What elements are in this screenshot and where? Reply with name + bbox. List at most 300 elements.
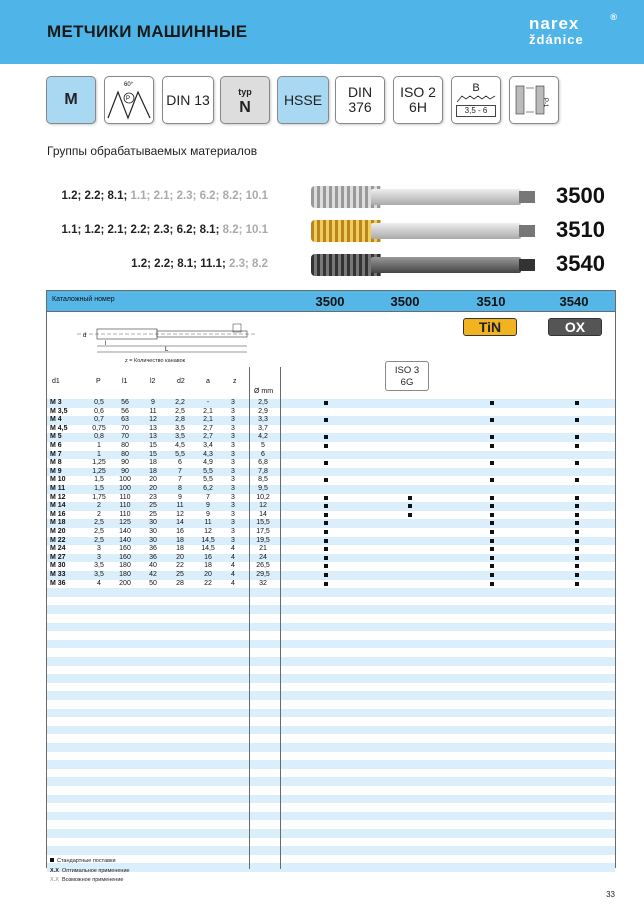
cell-d: M 4 xyxy=(50,416,62,424)
cell-dia: 12 xyxy=(259,502,267,510)
cell-dia: 8,5 xyxy=(258,476,268,484)
table-stripe xyxy=(47,709,615,718)
cell-d2: 6 xyxy=(178,459,182,467)
cell-p: 0,8 xyxy=(94,433,104,441)
table-stripe xyxy=(47,829,615,838)
cell-l2: 36 xyxy=(149,553,157,561)
cell-z: 3 xyxy=(231,485,235,492)
cell-a: 20 xyxy=(204,571,212,578)
cell-a: 14,5 xyxy=(201,536,215,544)
table-row xyxy=(46,537,616,545)
svg-text:P-1: P-1 xyxy=(542,98,548,108)
availability-mark xyxy=(490,513,494,517)
table-stripe xyxy=(47,760,615,769)
badge-tolerance xyxy=(509,76,559,124)
cell-a: 4,9 xyxy=(203,459,213,467)
table-row xyxy=(46,494,616,502)
cell-d: M 6 xyxy=(50,442,62,449)
cell-d2: 11 xyxy=(176,502,184,510)
svg-text:L: L xyxy=(165,347,169,353)
cell-dia: 2,5 xyxy=(258,399,268,406)
materials-possible: 1.1; 2.1; 2.3; 6.2; 8.2; 10.1 xyxy=(127,190,268,202)
cell-l1: 90 xyxy=(121,459,129,467)
cell-l2: 13 xyxy=(149,433,157,441)
materials-3540 xyxy=(131,258,268,270)
header-drill-dia: Ø mm xyxy=(254,388,274,395)
cell-l2: 23 xyxy=(149,493,157,501)
availability-mark xyxy=(575,461,579,465)
cell-l2: 9 xyxy=(151,399,155,406)
cell-d: M 4,5 xyxy=(50,424,68,432)
cell-l1: 200 xyxy=(119,579,131,587)
legend-possible xyxy=(50,877,123,883)
cell-p: 2,5 xyxy=(94,528,104,535)
cell-z: 3 xyxy=(231,502,235,510)
cell-dia: 3,3 xyxy=(258,416,268,424)
cell-dia: 26,5 xyxy=(256,562,270,570)
header-d2: d2 xyxy=(177,378,185,385)
table-row xyxy=(46,554,616,562)
cell-a: 14,5 xyxy=(201,545,215,553)
table-stripe xyxy=(47,795,615,804)
table-stripe xyxy=(47,691,615,700)
cell-p: 1 xyxy=(97,442,101,449)
legend-optimal-sym: X.X xyxy=(50,868,59,874)
logo-registered-mark: ® xyxy=(610,12,617,22)
badge-din376-line1: DIN xyxy=(347,84,373,100)
availability-mark xyxy=(575,530,579,534)
availability-mark xyxy=(324,547,328,551)
availability-mark xyxy=(490,444,494,448)
availability-mark xyxy=(575,401,579,405)
materials-optimal: 1.2; 2.2; 8.1; xyxy=(61,190,128,202)
cell-l2: 25 xyxy=(149,502,157,510)
table-stripe xyxy=(47,657,615,666)
cell-l1: 160 xyxy=(119,553,131,561)
column-3500a: 3500 xyxy=(315,294,345,309)
availability-mark xyxy=(408,513,412,517)
availability-mark xyxy=(575,521,579,525)
svg-text:60°: 60° xyxy=(124,82,134,88)
cell-dia: 2,9 xyxy=(258,407,268,415)
cell-d: M 3 xyxy=(50,399,62,406)
availability-mark xyxy=(575,504,579,508)
table-stripe xyxy=(47,623,615,632)
cell-d2: 18 xyxy=(176,545,184,553)
availability-mark xyxy=(575,444,579,448)
cell-l1: 90 xyxy=(121,467,129,475)
cell-d2: 2,8 xyxy=(175,416,185,424)
availability-mark xyxy=(575,547,579,551)
cell-p: 2 xyxy=(97,510,101,518)
cell-z: 3 xyxy=(231,510,235,518)
cell-d2: 22 xyxy=(176,562,184,570)
cell-l2: 25 xyxy=(149,510,157,518)
table-header xyxy=(47,291,615,312)
svg-text:l: l xyxy=(105,341,107,347)
cell-z: 3 xyxy=(231,536,235,544)
availability-mark xyxy=(490,478,494,482)
coating-tin: TiN xyxy=(463,318,517,336)
tap-image-3510 xyxy=(311,220,535,242)
cell-l1: 56 xyxy=(121,407,129,415)
table-stripe xyxy=(47,743,615,752)
cell-z: 3 xyxy=(231,476,235,484)
availability-mark xyxy=(490,461,494,465)
availability-mark xyxy=(575,513,579,517)
cell-l1: 100 xyxy=(119,485,131,492)
cell-p: 3,5 xyxy=(94,562,104,570)
cell-d2: 28 xyxy=(176,579,184,587)
cell-l1: 110 xyxy=(119,510,131,518)
standard-mark-icon xyxy=(50,858,54,862)
cell-l1: 110 xyxy=(119,493,131,501)
badge-iso2 xyxy=(393,76,443,124)
cell-l1: 140 xyxy=(119,536,131,544)
header-l2: l2 xyxy=(150,378,156,385)
badge-din13-label: DIN 13 xyxy=(166,92,210,108)
availability-mark xyxy=(324,582,328,586)
cell-z: 3 xyxy=(231,459,235,467)
availability-mark xyxy=(324,504,328,508)
cell-d: M 22 xyxy=(50,536,66,544)
availability-mark xyxy=(575,496,579,500)
availability-mark xyxy=(324,521,328,525)
cell-a: 2,1 xyxy=(203,416,213,424)
availability-mark xyxy=(324,496,328,500)
coating-ox: OX xyxy=(548,318,602,336)
page-title: МЕТЧИКИ МАШИННЫЕ xyxy=(47,22,248,41)
cell-dia: 4,2 xyxy=(258,433,268,441)
cell-l2: 42 xyxy=(149,571,157,578)
cell-l1: 63 xyxy=(121,416,129,424)
cell-d2: 3,5 xyxy=(175,433,185,441)
cell-l2: 15 xyxy=(149,442,157,449)
header-a: a xyxy=(206,378,210,385)
cell-l2: 36 xyxy=(149,545,157,553)
cell-d2: 9 xyxy=(178,493,182,501)
materials-title: Группы обрабатываемых материалов xyxy=(47,144,258,158)
table-stripe xyxy=(47,863,615,872)
badge-din13 xyxy=(162,76,214,124)
cell-d2: 16 xyxy=(176,528,184,535)
cell-z: 3 xyxy=(231,450,235,458)
cell-z: 3 xyxy=(231,493,235,501)
cell-a: 3,4 xyxy=(203,442,213,449)
cell-d: M 24 xyxy=(50,545,66,553)
availability-mark xyxy=(490,564,494,568)
materials-possible: 8.2; 10.1 xyxy=(219,224,268,236)
page-header xyxy=(0,0,644,64)
availability-mark xyxy=(490,556,494,560)
badge-type-n xyxy=(220,76,270,124)
availability-mark xyxy=(408,504,412,508)
availability-mark xyxy=(324,418,328,422)
badge-chamfer-range: 3,5 - 6 xyxy=(456,105,496,117)
table-row xyxy=(46,485,616,493)
cell-l2: 11 xyxy=(149,407,157,415)
cell-z: 4 xyxy=(231,579,235,587)
cell-p: 4 xyxy=(97,579,101,587)
cell-d2: 2,2 xyxy=(175,399,185,406)
cell-a: 5,5 xyxy=(203,467,213,475)
availability-mark xyxy=(490,496,494,500)
cell-d2: 5,5 xyxy=(175,450,185,458)
narex-logo xyxy=(529,12,617,52)
column-3540: 3540 xyxy=(559,294,589,309)
cell-z: 3 xyxy=(231,416,235,424)
legend-optimal-text: Оптимальное применение xyxy=(61,868,130,874)
cell-a: 22 xyxy=(204,579,212,587)
cell-l1: 70 xyxy=(121,424,129,432)
cell-d2: 3,5 xyxy=(175,424,185,432)
legend-standard-text: Стандартные поставки xyxy=(57,858,116,864)
cell-a: 11 xyxy=(204,519,212,527)
table-row xyxy=(46,425,616,433)
table-stripe xyxy=(47,726,615,735)
table-stripe xyxy=(47,640,615,649)
legend-optimal xyxy=(50,868,130,874)
cell-d2: 14 xyxy=(176,519,184,527)
cell-a: 2,1 xyxy=(203,407,213,415)
table-stripe xyxy=(47,812,615,821)
cell-p: 2,5 xyxy=(94,519,104,527)
availability-mark xyxy=(324,461,328,465)
cell-d2: 8 xyxy=(178,485,182,492)
cell-dia: 24 xyxy=(259,553,267,561)
availability-mark xyxy=(575,418,579,422)
cell-d: M 36 xyxy=(50,579,66,587)
cell-p: 1,25 xyxy=(92,459,106,467)
table-row xyxy=(46,476,616,484)
cell-l2: 20 xyxy=(149,485,157,492)
materials-optimal: 1.1; 1.2; 2.1; 2.2; 2.3; 6.2; 8.1; xyxy=(61,224,220,236)
page-number: 33 xyxy=(606,890,615,899)
cell-d: M 7 xyxy=(50,450,62,458)
cell-z: 4 xyxy=(231,562,235,570)
availability-mark xyxy=(324,401,328,405)
product-code-3500: 3500 xyxy=(556,183,605,208)
cell-a: 2,7 xyxy=(203,433,213,441)
cell-dia: 32 xyxy=(259,579,267,587)
cell-l2: 15 xyxy=(149,450,157,458)
header-l1: l1 xyxy=(122,378,128,385)
cell-dia: 3,7 xyxy=(258,424,268,432)
cell-z: 3 xyxy=(231,399,235,406)
table-row xyxy=(46,442,616,450)
badge-din376-line2: 376 xyxy=(348,99,372,115)
availability-mark xyxy=(324,513,328,517)
cell-d: M 9 xyxy=(50,467,62,475)
badge-chamfer-label: B xyxy=(472,82,480,94)
logo-line1: narex xyxy=(529,14,580,33)
cell-l2: 30 xyxy=(149,519,157,527)
cell-l1: 56 xyxy=(121,399,129,406)
cell-dia: 21 xyxy=(259,545,267,553)
cell-z: 3 xyxy=(231,528,235,535)
cell-a: 5,5 xyxy=(203,476,213,484)
table-row xyxy=(46,528,616,536)
cell-p: 3 xyxy=(97,545,101,553)
availability-mark xyxy=(575,478,579,482)
cell-d2: 7 xyxy=(178,467,182,475)
cell-d: M 18 xyxy=(50,519,66,527)
availability-mark xyxy=(490,547,494,551)
cell-z: 4 xyxy=(231,545,235,553)
cell-d: M 11 xyxy=(50,485,66,492)
svg-text:d: d xyxy=(83,333,87,339)
cell-dia: 29,5 xyxy=(256,571,270,578)
cell-d: M 12 xyxy=(50,493,66,501)
product-code-3510: 3510 xyxy=(556,217,605,242)
availability-mark xyxy=(490,418,494,422)
table-stripe xyxy=(47,674,615,683)
cell-l2: 30 xyxy=(149,528,157,535)
cell-p: 0,75 xyxy=(92,424,106,432)
svg-text:P: P xyxy=(126,96,131,102)
availability-mark xyxy=(575,539,579,543)
cell-d: M 33 xyxy=(50,571,66,578)
cell-l1: 180 xyxy=(119,562,131,570)
availability-mark xyxy=(324,556,328,560)
cell-a: 4,3 xyxy=(203,450,213,458)
badge-metric xyxy=(46,76,96,124)
cell-l2: 30 xyxy=(149,536,157,544)
cell-d2: 18 xyxy=(176,536,184,544)
cell-l2: 12 xyxy=(149,416,157,424)
cell-p: 0,6 xyxy=(94,407,104,415)
cell-l1: 110 xyxy=(119,502,131,510)
legend-standard xyxy=(50,858,116,864)
cell-dia: 15,5 xyxy=(256,519,270,527)
cell-d: M 8 xyxy=(50,459,62,467)
badge-type-value: N xyxy=(239,99,251,116)
cell-dia: 6 xyxy=(261,450,265,458)
cell-a: 16 xyxy=(204,553,212,561)
badge-iso2-line2: 6H xyxy=(409,99,427,115)
availability-mark xyxy=(324,564,328,568)
cell-a: 18 xyxy=(204,562,212,570)
table-row xyxy=(46,562,616,570)
cell-l1: 100 xyxy=(119,476,131,484)
cell-p: 2 xyxy=(97,502,101,510)
availability-mark xyxy=(408,496,412,500)
availability-mark xyxy=(324,539,328,543)
cell-z: 3 xyxy=(231,519,235,527)
cell-dia: 19,5 xyxy=(256,536,270,544)
table-stripe xyxy=(47,605,615,614)
table-row xyxy=(46,451,616,459)
availability-mark xyxy=(490,582,494,586)
availability-mark xyxy=(575,582,579,586)
availability-mark xyxy=(490,573,494,577)
cell-a: 9 xyxy=(206,510,210,518)
iso3-line1: ISO 3 xyxy=(394,365,420,376)
cell-l2: 18 xyxy=(149,467,157,475)
availability-mark xyxy=(324,444,328,448)
materials-3500 xyxy=(62,190,268,202)
materials-3510 xyxy=(62,224,268,236)
cell-d2: 25 xyxy=(176,571,184,578)
catalog-label: Каталожный номер xyxy=(52,296,115,303)
cell-l1: 160 xyxy=(119,545,131,553)
legend-possible-text: Возможное применение xyxy=(61,877,124,883)
cell-z: 3 xyxy=(231,424,235,432)
cell-z: 4 xyxy=(231,553,235,561)
availability-mark xyxy=(490,521,494,525)
cell-d: M 5 xyxy=(50,433,62,441)
cell-l1: 180 xyxy=(119,571,131,578)
tap-image-3540 xyxy=(311,254,535,276)
availability-mark xyxy=(490,401,494,405)
column-3500b: 3500 xyxy=(390,294,420,309)
cell-dia: 7,8 xyxy=(258,467,268,475)
cell-d: M 20 xyxy=(50,528,66,535)
tap-dimension-drawing xyxy=(47,312,280,367)
availability-mark xyxy=(490,530,494,534)
cell-z: 3 xyxy=(231,407,235,415)
cell-z: 3 xyxy=(231,433,235,441)
legend-possible-sym: X.X xyxy=(50,877,59,883)
cell-d: M 3,5 xyxy=(50,407,68,415)
table-row xyxy=(46,545,616,553)
hole-section-icon xyxy=(512,80,556,120)
cell-l2: 20 xyxy=(149,476,157,484)
cell-d: M 30 xyxy=(50,562,66,570)
thread-profile-icon xyxy=(106,78,152,122)
cell-l2: 13 xyxy=(149,424,157,432)
availability-mark xyxy=(575,564,579,568)
availability-mark xyxy=(324,478,328,482)
tap-image-3500 xyxy=(311,186,535,208)
cell-a: 6,2 xyxy=(203,485,213,492)
cell-z: 3 xyxy=(231,467,235,475)
cell-z: 3 xyxy=(231,442,235,449)
materials-possible: 2.3; 8.2 xyxy=(225,258,268,270)
table-stripe xyxy=(47,846,615,855)
product-code-3540: 3540 xyxy=(556,251,605,276)
cell-dia: 10,2 xyxy=(256,493,270,501)
cell-p: 0,5 xyxy=(94,399,104,406)
cell-dia: 9,5 xyxy=(258,485,268,492)
badge-iso2-line1: ISO 2 xyxy=(400,84,436,100)
cell-dia: 17,5 xyxy=(256,528,270,535)
availability-mark xyxy=(490,539,494,543)
cell-dia: 14 xyxy=(259,510,267,518)
table-row xyxy=(46,408,616,416)
table-row xyxy=(46,511,616,519)
cell-l1: 70 xyxy=(121,433,129,441)
cell-d2: 4,5 xyxy=(175,442,185,449)
cell-d: M 10 xyxy=(50,476,66,484)
cell-l1: 125 xyxy=(119,519,131,527)
table-stripe xyxy=(47,588,615,597)
cell-p: 1,25 xyxy=(92,467,106,475)
header-p: P xyxy=(96,378,101,385)
cell-d2: 2,5 xyxy=(175,407,185,415)
cell-l1: 80 xyxy=(121,450,129,458)
cell-dia: 6,8 xyxy=(258,459,268,467)
badge-type-label: typ xyxy=(238,87,252,97)
cell-a: - xyxy=(206,399,210,406)
cell-z: 4 xyxy=(231,571,235,578)
table-row xyxy=(46,399,616,407)
table-row xyxy=(46,519,616,527)
cell-d: M 16 xyxy=(50,510,66,518)
cell-l1: 140 xyxy=(119,528,131,535)
availability-mark xyxy=(575,435,579,439)
cell-d2: 20 xyxy=(176,553,184,561)
